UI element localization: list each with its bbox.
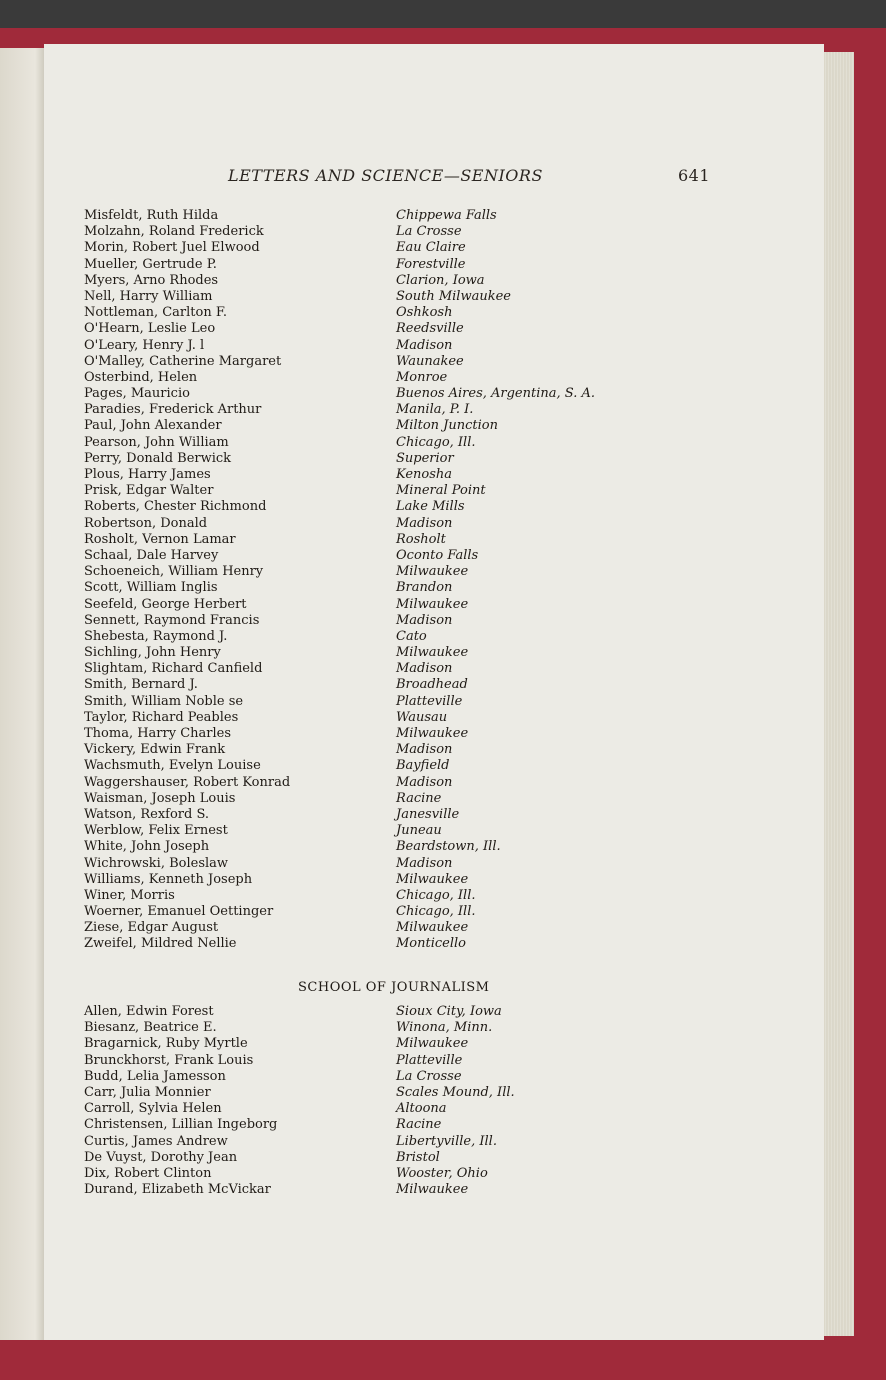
student-name: Myers, Arno Rhodes <box>84 272 219 288</box>
student-name: Mueller, Gertrude P. <box>84 256 217 272</box>
student-name: Watson, Rexford S. <box>84 806 210 822</box>
hometown: La Crosse <box>396 224 462 240</box>
student-name: Woerner, Emanuel Oettinger <box>84 904 274 920</box>
student-name: Schaal, Dale Harvey <box>84 547 219 563</box>
hometown: Monticello <box>396 936 467 952</box>
list-item <box>84 435 704 451</box>
list-item <box>84 418 704 434</box>
list-item <box>84 661 704 677</box>
list-item <box>84 823 704 839</box>
list-item <box>84 775 704 791</box>
student-name: Smith, William Noble se <box>84 693 244 709</box>
list-item <box>84 839 704 855</box>
hometown: Beardstown, Ill. <box>396 839 501 855</box>
list-item <box>84 564 704 580</box>
hometown: Milwaukee <box>396 596 469 612</box>
list-item <box>84 872 704 888</box>
hometown: Scales Mound, Ill. <box>396 1084 515 1100</box>
student-name: Waisman, Joseph Louis <box>84 790 236 806</box>
student-name: Pearson, John William <box>84 434 229 450</box>
list-item <box>84 888 704 904</box>
list-item <box>84 856 704 872</box>
student-name: Wachsmuth, Evelyn Louise <box>84 758 261 774</box>
hometown: Lake Mills <box>396 499 465 515</box>
hometown: Milwaukee <box>396 920 469 936</box>
hometown: Buenos Aires, Argentina, S. A. <box>396 386 595 402</box>
list-item <box>84 1166 704 1182</box>
hometown: Madison <box>396 774 453 790</box>
hometown: Sioux City, Iowa <box>396 1004 502 1019</box>
student-name: Sennett, Raymond Francis <box>84 612 260 628</box>
list-item <box>84 613 704 629</box>
hometown: Libertyville, Ill. <box>396 1133 497 1149</box>
student-name: Misfeldt, Ruth Hilda <box>84 208 219 223</box>
page-title: LETTERS AND SCIENCE—SENIORS <box>228 166 543 185</box>
list-item <box>84 1069 704 1085</box>
list-item <box>84 257 704 273</box>
student-name: Rosholt, Vernon Lamar <box>84 531 236 547</box>
facing-page-edge <box>0 48 44 1340</box>
student-name: White, John Joseph <box>84 839 210 855</box>
hometown: Chicago, Ill. <box>396 904 476 920</box>
hometown: Wooster, Ohio <box>396 1165 488 1181</box>
section-heading: SCHOOL OF JOURNALISM <box>298 980 490 995</box>
list-item <box>84 548 704 564</box>
hometown: Oconto Falls <box>396 547 479 563</box>
page-number: 641 <box>678 166 711 185</box>
student-name: Paradies, Frederick Arthur <box>84 402 262 418</box>
student-name: O'Leary, Henry J. l <box>84 337 205 353</box>
list-item <box>84 483 704 499</box>
list-item <box>84 516 704 532</box>
student-name: Brunckhorst, Frank Louis <box>84 1052 254 1068</box>
hometown: La Crosse <box>396 1068 462 1084</box>
hometown: Kenosha <box>396 467 453 482</box>
list-item <box>84 1085 704 1101</box>
hometown: Madison <box>396 855 453 871</box>
hometown: Milwaukee <box>396 726 469 741</box>
hometown: Milton Junction <box>396 418 499 434</box>
student-name: Scott, William Inglis <box>84 580 218 596</box>
list-item <box>84 289 704 305</box>
student-name: Robertson, Donald <box>84 515 208 531</box>
student-name: Prisk, Edgar Walter <box>84 483 214 499</box>
hometown: Milwaukee <box>396 871 469 887</box>
list-item <box>84 920 704 936</box>
list-item <box>84 224 704 240</box>
hometown: Milwaukee <box>396 645 469 661</box>
list-item <box>84 1020 704 1036</box>
hometown: Broadhead <box>396 677 468 693</box>
hometown: Madison <box>396 612 453 628</box>
hometown: Juneau <box>396 823 442 839</box>
list-item <box>84 1117 704 1133</box>
list-item <box>84 402 704 418</box>
journalism-list <box>84 1004 704 1198</box>
hometown: Oshkosh <box>396 305 453 321</box>
student-name: Carr, Julia Monnier <box>84 1084 211 1100</box>
student-name: Durand, Elizabeth McVickar <box>84 1182 271 1198</box>
student-name: Williams, Kenneth Joseph <box>84 871 253 887</box>
hometown: Platteville <box>396 1052 463 1068</box>
hometown: Milwaukee <box>396 1182 469 1198</box>
hometown: Forestville <box>396 256 466 272</box>
list-item <box>84 629 704 645</box>
student-name: Winer, Morris <box>84 887 175 903</box>
list-item <box>84 1004 704 1020</box>
hometown: Madison <box>396 661 453 677</box>
student-name: Perry, Donald Berwick <box>84 450 232 466</box>
seniors-list <box>84 208 704 953</box>
list-item <box>84 354 704 370</box>
list-item <box>84 742 704 758</box>
student-name: Morin, Robert Juel Elwood <box>84 240 260 256</box>
list-item <box>84 677 704 693</box>
list-item <box>84 791 704 807</box>
student-name: Waggershauser, Robert Konrad <box>84 774 291 790</box>
student-name: Pages, Mauricio <box>84 386 190 402</box>
list-item <box>84 1053 704 1069</box>
hometown: Madison <box>396 337 453 353</box>
hometown: Manila, P. I. <box>396 402 474 418</box>
list-item <box>84 451 704 467</box>
student-name: Nottleman, Carlton F. <box>84 305 227 321</box>
hometown: Chicago, Ill. <box>396 434 476 450</box>
student-name: Zweifel, Mildred Nellie <box>84 936 237 952</box>
list-item <box>84 807 704 823</box>
student-name: Plous, Harry James <box>84 467 211 482</box>
student-name: Molzahn, Roland Frederick <box>84 224 264 240</box>
list-item <box>84 1182 704 1198</box>
list-item <box>84 240 704 256</box>
list-item <box>84 208 704 224</box>
hometown: Clarion, Iowa <box>396 272 485 288</box>
hometown: Monroe <box>396 369 448 385</box>
hometown: Eau Claire <box>396 240 466 256</box>
running-header <box>228 166 711 185</box>
hometown: Milwaukee <box>396 1036 469 1052</box>
list-item <box>84 499 704 515</box>
list-item <box>84 338 704 354</box>
student-name: Smith, Bernard J. <box>84 677 198 693</box>
list-item <box>84 321 704 337</box>
student-name: Bragarnick, Ruby Myrtle <box>84 1036 248 1052</box>
hometown: Chicago, Ill. <box>396 887 476 903</box>
student-name: Carroll, Sylvia Helen <box>84 1101 222 1117</box>
list-item <box>84 532 704 548</box>
student-name: Seefeld, George Herbert <box>84 596 247 612</box>
student-name: Wichrowski, Boleslaw <box>84 855 229 871</box>
student-name: Nell, Harry William <box>84 288 213 304</box>
student-name: Christensen, Lillian Ingeborg <box>84 1117 278 1133</box>
student-name: De Vuyst, Dorothy Jean <box>84 1149 238 1165</box>
student-name: Osterbind, Helen <box>84 369 198 385</box>
list-item <box>84 273 704 289</box>
page-stack-edge <box>824 52 854 1336</box>
hometown: Madison <box>396 742 453 758</box>
list-item <box>84 370 704 386</box>
hometown: Mineral Point <box>396 483 486 499</box>
hometown: Platteville <box>396 693 463 709</box>
list-item <box>84 710 704 726</box>
hometown: Waunakee <box>396 353 464 369</box>
student-name: Roberts, Chester Richmond <box>84 499 267 515</box>
student-name: Dix, Robert Clinton <box>84 1165 212 1181</box>
hometown: Wausau <box>396 709 448 725</box>
student-name: O'Hearn, Leslie Leo <box>84 321 216 337</box>
student-name: Taylor, Richard Peables <box>84 709 239 725</box>
student-name: Slightam, Richard Canfield <box>84 661 263 677</box>
student-name: O'Malley, Catherine Margaret <box>84 353 282 369</box>
list-item <box>84 1101 704 1117</box>
hometown: South Milwaukee <box>396 288 511 304</box>
hometown: Brandon <box>396 580 453 596</box>
hometown: Rosholt <box>396 531 446 547</box>
student-name: Schoeneich, William Henry <box>84 564 264 580</box>
student-name: Curtis, James Andrew <box>84 1133 228 1149</box>
hometown: Winona, Minn. <box>396 1020 493 1036</box>
student-name: Paul, John Alexander <box>84 418 222 434</box>
list-item <box>84 467 704 483</box>
student-name: Sichling, John Henry <box>84 645 221 661</box>
hometown: Racine <box>396 790 442 806</box>
list-item <box>84 1036 704 1052</box>
hometown: Bayfield <box>396 758 450 774</box>
list-item <box>84 645 704 661</box>
list-item <box>84 936 704 952</box>
student-name: Budd, Lelia Jamesson <box>84 1068 226 1084</box>
student-name: Shebesta, Raymond J. <box>84 628 228 644</box>
hometown: Superior <box>396 450 454 466</box>
list-item <box>84 904 704 920</box>
hometown: Altoona <box>396 1101 447 1117</box>
list-item <box>84 1134 704 1150</box>
hometown: Cato <box>396 628 427 644</box>
hometown: Chippewa Falls <box>396 208 497 223</box>
student-name: Ziese, Edgar August <box>84 920 219 936</box>
list-item <box>84 305 704 321</box>
hometown: Reedsville <box>396 321 464 337</box>
list-item <box>84 386 704 402</box>
hometown: Madison <box>396 515 453 531</box>
list-item <box>84 597 704 613</box>
hometown: Racine <box>396 1117 442 1133</box>
student-name: Biesanz, Beatrice E. <box>84 1020 217 1036</box>
list-item <box>84 758 704 774</box>
list-item <box>84 580 704 596</box>
hometown: Bristol <box>396 1149 440 1165</box>
hometown: Janesville <box>396 806 460 822</box>
student-name: Thoma, Harry Charles <box>84 726 232 741</box>
student-name: Allen, Edwin Forest <box>84 1004 214 1019</box>
hometown: Milwaukee <box>396 564 469 580</box>
list-item <box>84 694 704 710</box>
student-name: Werblow, Felix Ernest <box>84 823 228 839</box>
student-name: Vickery, Edwin Frank <box>84 742 226 758</box>
list-item <box>84 726 704 742</box>
list-item <box>84 1150 704 1166</box>
